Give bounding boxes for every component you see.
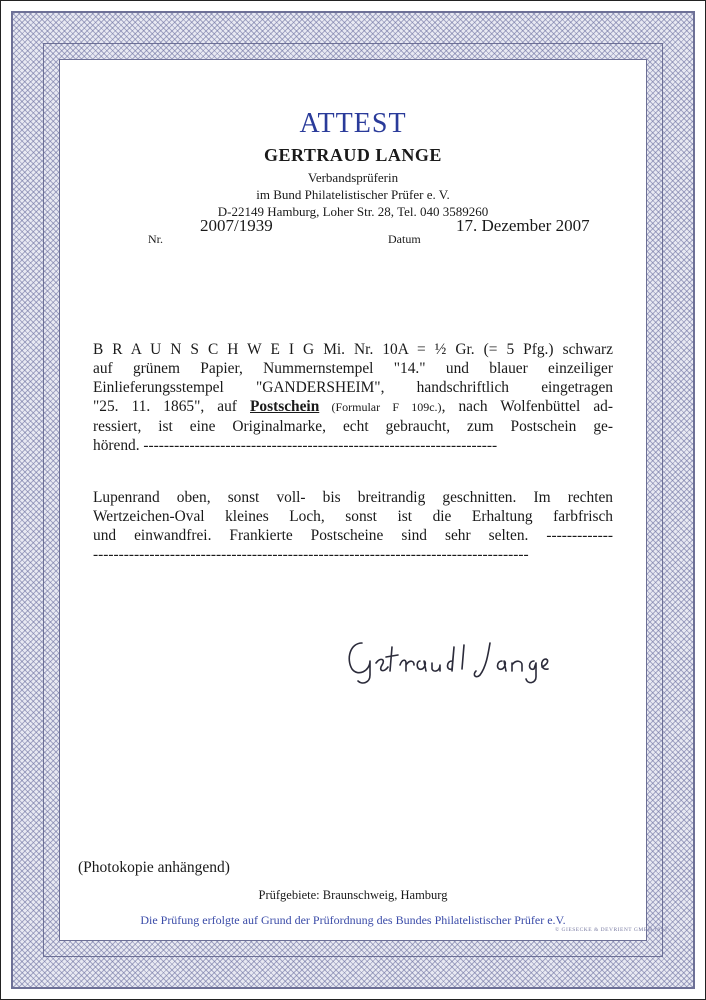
certificate-date: 17. Dezember 2007 <box>456 216 590 235</box>
test-areas: Prüfgebiete: Braunschweig, Hamburg <box>258 888 448 902</box>
condition-line: und einwandfrei. Frankierte Postscheine sind sehr selten. ------------- <box>93 527 613 544</box>
certificate-content <box>59 59 668 941</box>
condition-paragraph <box>93 488 613 564</box>
examiner-address: D-22149 Hamburg, Loher Str. 28, Tel. 040 3589260 <box>217 204 489 219</box>
form-reference: (Formular F 109c.) <box>319 400 442 414</box>
certificate-number: 2007/1939 <box>200 216 273 235</box>
photocopy-note: (Photokopie anhängend) <box>78 859 230 876</box>
regulation-footer: Die Prüfung erfolgte auf Grund der Prüfordnung des Bundes Philatelistischer Prüfer e.V. <box>140 913 566 927</box>
attest-title: ATTEST <box>299 108 407 139</box>
description-line: hörend. --------------------------------------------------------------------- <box>93 437 498 454</box>
condition-line: ------------------------------------------------------------------------------------- <box>93 546 529 563</box>
date-label: Datum <box>388 232 421 246</box>
description-line: ressiert, ist eine Originalmarke, echt gebraucht, zum Postschein ge- <box>93 418 613 435</box>
postschein-emphasis: Postschein <box>250 398 320 415</box>
printer-mark: © GIESECKE & DEVRIENT GMBH 1993 <box>555 927 668 933</box>
description-text: , nach Wolfenbüttel ad- <box>441 398 613 415</box>
description-line <box>93 397 613 417</box>
number-label: Nr. <box>148 232 163 246</box>
description-text: "25. 11. 1865", auf <box>93 398 250 415</box>
description-line: Einlieferungsstempel "GANDERSHEIM", handschriftlich eingetragen <box>93 379 613 396</box>
condition-line: Lupenrand oben, sonst voll- bis breitrandig geschnitten. Im rechten <box>93 489 613 506</box>
description-paragraph <box>93 340 613 455</box>
examiner-role: Verbandsprüferin <box>307 170 399 185</box>
description-line: auf grünem Papier, Nummernstempel "14." und blauer einzeiliger <box>93 360 613 377</box>
examiner-name: GERTRAUD LANGE <box>264 145 442 165</box>
examiner-association: im Bund Philatelistischer Prüfer e. V. <box>256 187 450 202</box>
condition-line: Wertzeichen-Oval kleines Loch, sonst ist die Erhaltung farbfrisch <box>93 508 613 525</box>
description-line: B R A U N S C H W E I G Mi. Nr. 10A = ½ Gr. (= 5 Pfg.) schwarz <box>93 341 613 358</box>
handwritten-signature-icon <box>340 625 570 685</box>
